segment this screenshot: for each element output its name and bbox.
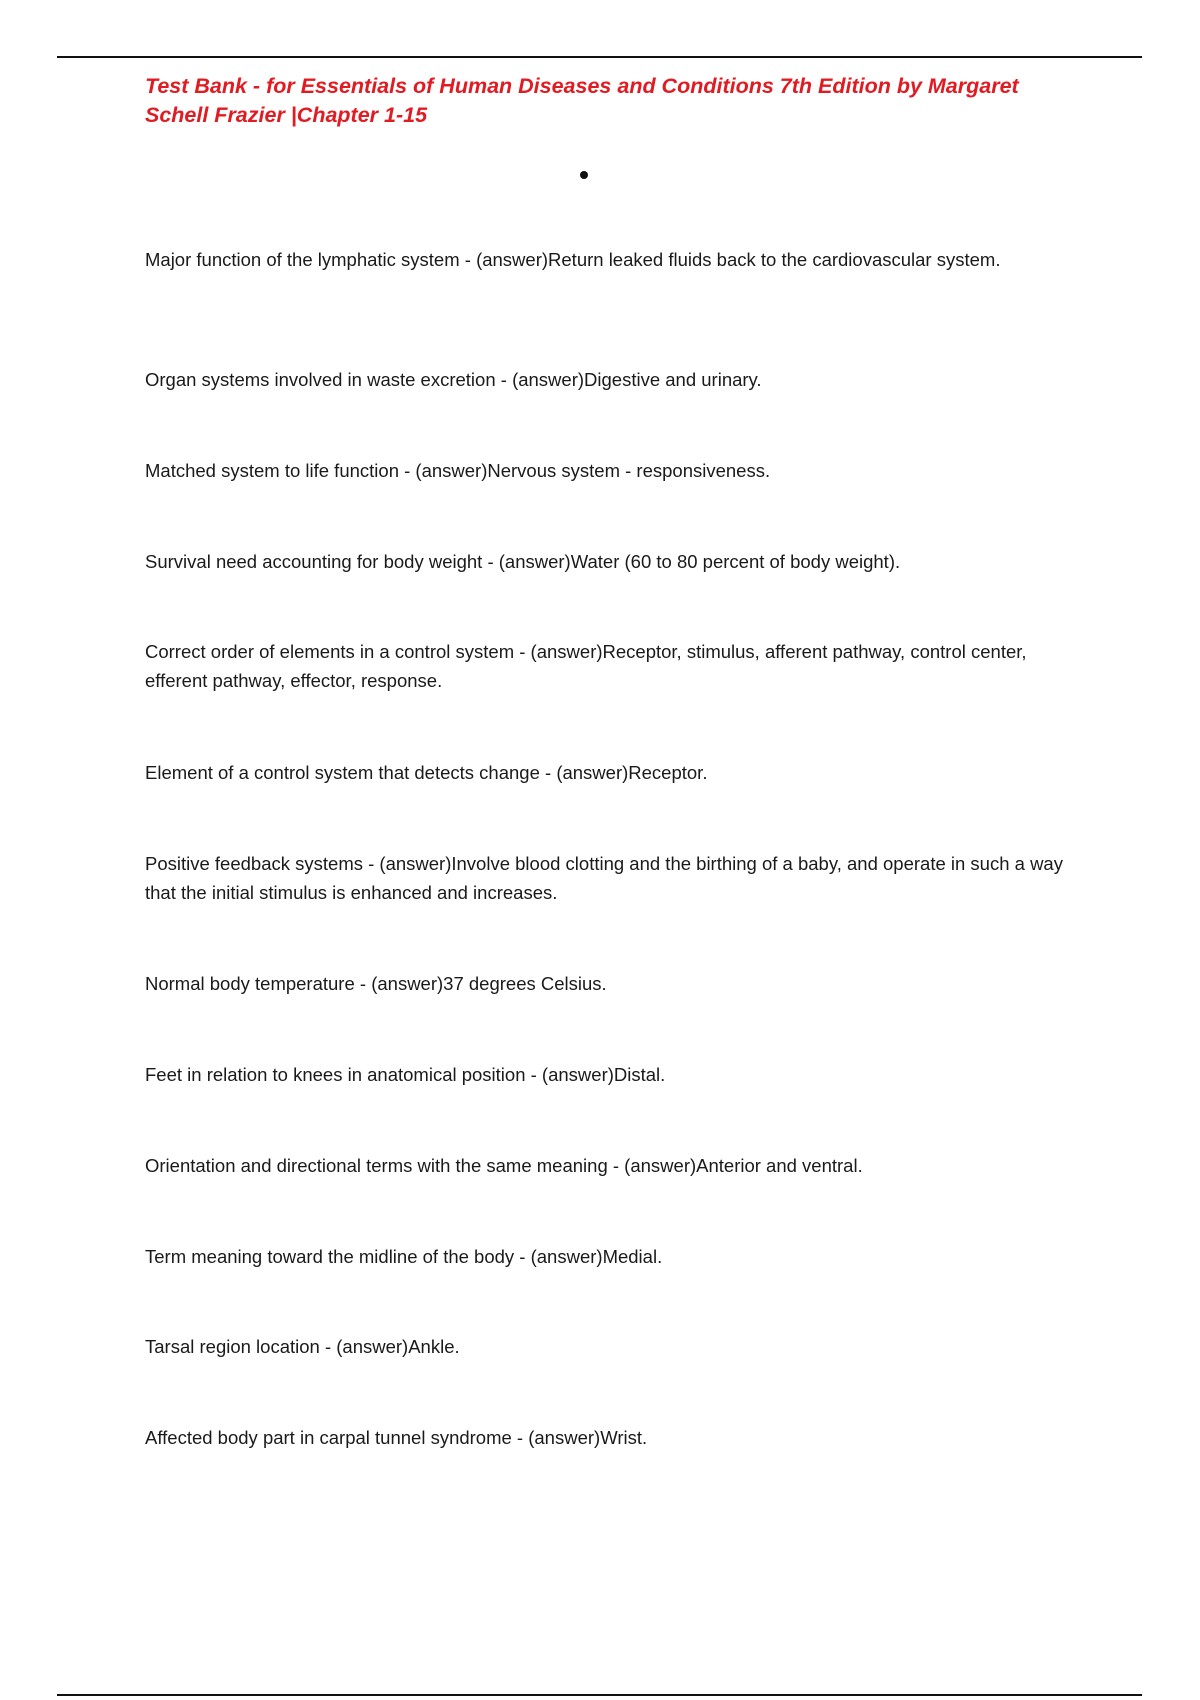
qa-item: Matched system to life function - (answer)Nervous system - responsiveness. — [145, 460, 771, 481]
qa-item: Affected body part in carpal tunnel syndrome - (answer)Wrist. — [145, 1427, 648, 1448]
qa-item: Positive feedback systems - (answer)Involve blood clotting and the birthing of a baby, and operate in such a way that the initial stimulus is enhanced and increases. — [145, 853, 1063, 903]
qa-item: Normal body temperature - (answer)37 degrees Celsius. — [145, 973, 607, 994]
bullet-marker — [580, 171, 588, 179]
qa-item: Term meaning toward the midline of the body - (answer)Medial. — [145, 1246, 663, 1267]
qa-item: Element of a control system that detects change - (answer)Receptor. — [145, 762, 708, 783]
qa-item: Organ systems involved in waste excretion - (answer)Digestive and urinary. — [145, 369, 762, 390]
qa-item: Survival need accounting for body weight - (answer)Water (60 to 80 percent of body weight). — [145, 551, 901, 572]
qa-item: Feet in relation to knees in anatomical position - (answer)Distal. — [145, 1064, 666, 1085]
document-title: Test Bank - for Essentials of Human Diseases and Conditions 7th Edition by Margaret Schell Frazier |Chapter 1-15 — [145, 74, 1019, 127]
qa-item: Orientation and directional terms with the same meaning - (answer)Anterior and ventral. — [145, 1155, 863, 1176]
qa-item: Major function of the lymphatic system - (answer)Return leaked fluids back to the cardiovascular system. — [145, 249, 1001, 270]
footer-rule — [57, 1694, 1142, 1696]
header-rule — [57, 56, 1142, 58]
qa-item: Tarsal region location - (answer)Ankle. — [145, 1336, 460, 1357]
qa-item: Correct order of elements in a control system - (answer)Receptor, stimulus, afferent pathway, control center, efferent pathway, effector, response. — [145, 641, 1027, 691]
